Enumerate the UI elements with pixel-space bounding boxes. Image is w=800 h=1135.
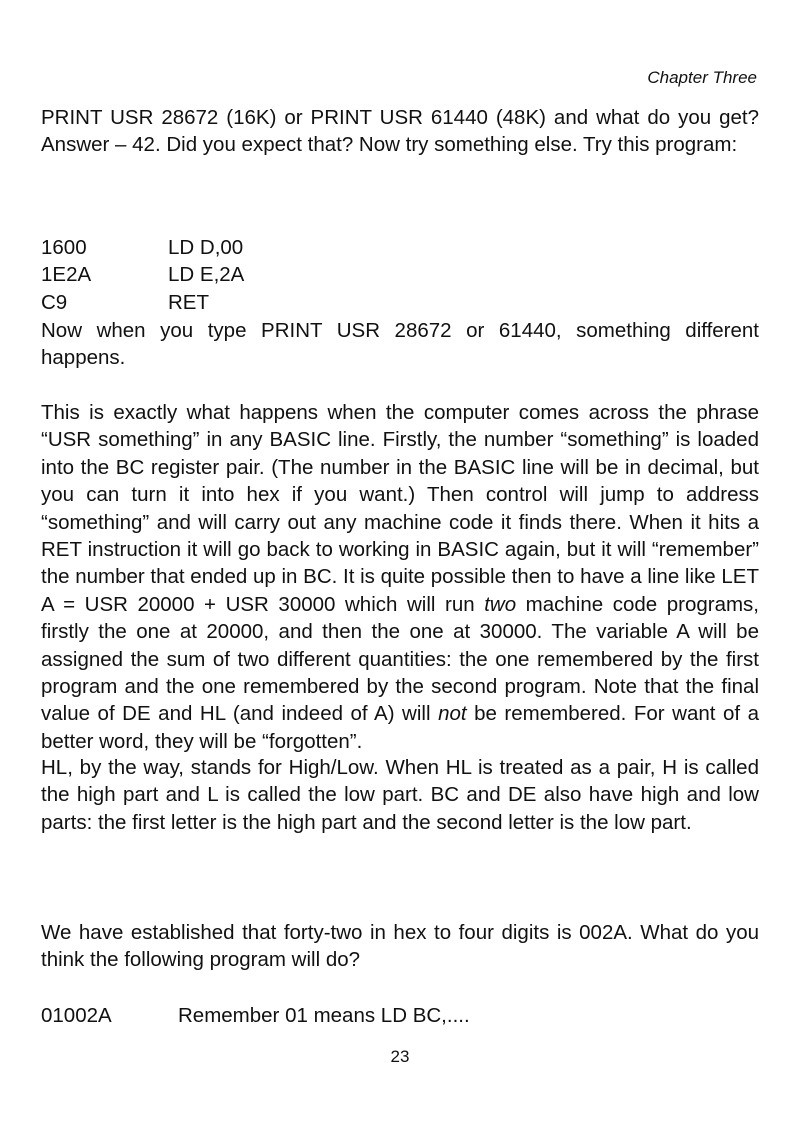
code-hex: 01002A — [41, 1004, 112, 1027]
paragraph-text: be remembered. For want of a better word, they will be “forgotten”. — [41, 702, 760, 753]
code-hex: 1E2A — [41, 263, 92, 287]
code-hex: 1600 — [41, 236, 87, 259]
code-comment: Remember 01 means LD BC,.... — [178, 1004, 470, 1027]
paragraph-question: We have established that forty-two in hex to four digits is 002A. What do you think the following program will do? — [41, 921, 759, 972]
code-line — [41, 289, 244, 316]
paragraph-high-low: HL, by the way, stands for High/Low. When HL is treated as a pair, H is called the high part and L is called the low part. BC and DE also have high and low parts: the first letter is the high part and the second letter is the low part. — [41, 756, 759, 834]
chapter-heading: Chapter Three — [647, 68, 757, 87]
code-line — [41, 234, 244, 261]
paragraph-text: machine code programs, firstly the one at 20000, and then the one at 30000. The variable A will be assigned the sum of two different quantities: the one remembered by the first program and the one remembered by the second program. Note that the final value of DE and HL (and indeed of A) will — [41, 592, 759, 726]
emphasis-not: not — [438, 702, 467, 726]
code-listing — [41, 234, 244, 316]
paragraph-usr-explanation — [41, 399, 759, 755]
paragraph-difference: Now when you type PRINT USR 28672 or 61440, something different happens. — [41, 319, 759, 370]
emphasis-two: two — [484, 592, 517, 616]
code-asm: LD E,2A — [168, 263, 245, 287]
code-asm: LD D,00 — [168, 236, 244, 259]
paragraph-text: This is exactly what happens when the computer comes across the phrase “USR something” in any BASIC line. Firstly, the number “something” is loaded into the BC register pair. (The number in the BASIC line will be in decimal, but you can turn it into hex if you want.) Then control will jump to address “something” and will carry out any machine code it finds there. When it hits a RET instruction it will go back to working in BASIC again, but it will “remember” the number that ended up in BC. It is quite possible then to have a line like LET A = USR 20000 + USR 30000 which will run — [41, 401, 759, 616]
code-hex: C9 — [41, 290, 68, 314]
code-asm: RET — [168, 290, 209, 314]
code-line — [41, 261, 244, 288]
page-number: 23 — [390, 1047, 410, 1066]
final-code-line — [41, 1002, 470, 1029]
paragraph-intro: PRINT USR 28672 (16K) or PRINT USR 61440 (48K) and what do you get? Answer – 42. Did you expect that? Now try something else. Try this program: — [41, 106, 759, 157]
